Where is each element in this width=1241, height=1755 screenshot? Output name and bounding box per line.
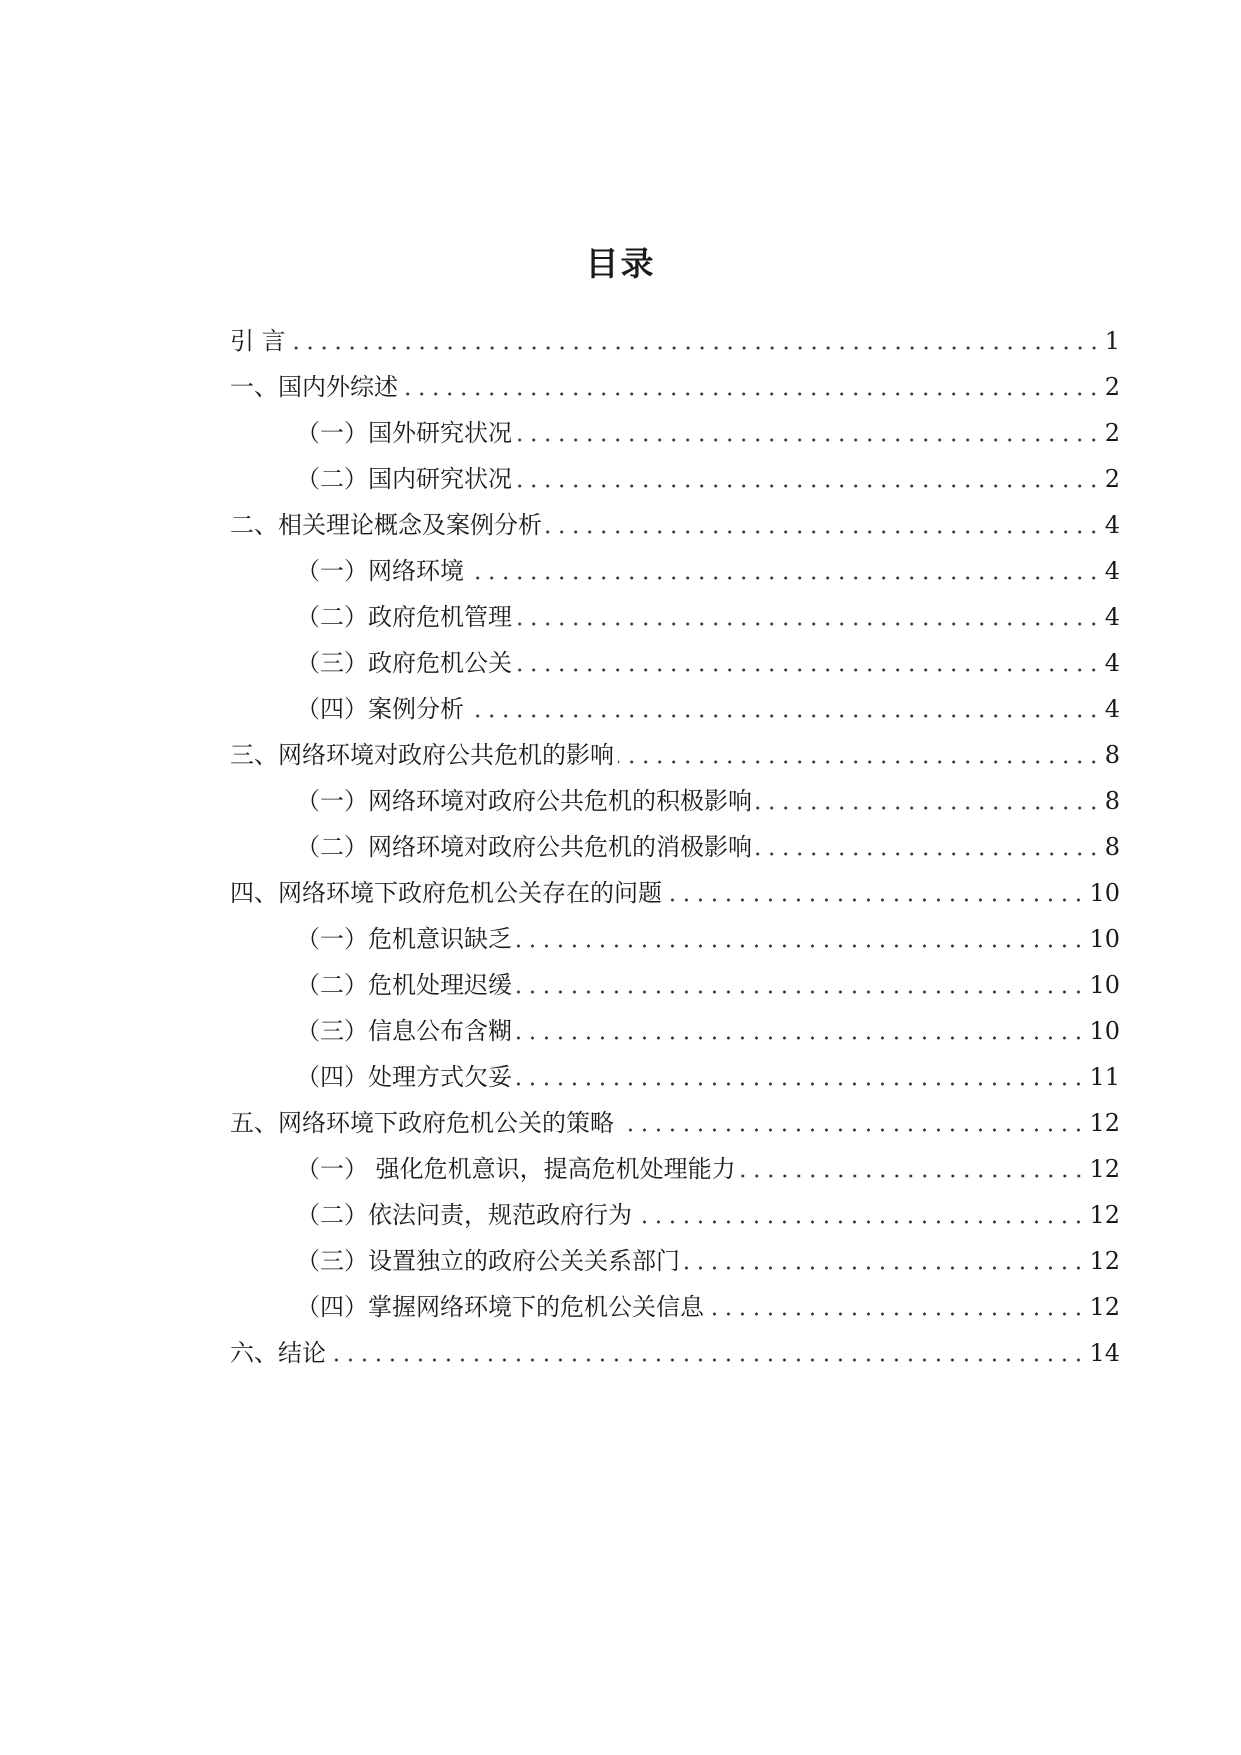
toc-entry-title: （二）国内研究状况	[296, 465, 512, 493]
toc-page-number: 4	[1104, 557, 1120, 585]
toc-dot-leader	[516, 668, 1101, 672]
toc-entry-title: （二）危机处理迟缓	[296, 971, 512, 999]
toc-subentry[interactable]	[230, 548, 1120, 594]
toc-entry-title: （一） 强化危机意识，提高危机处理能力	[296, 1155, 736, 1183]
toc-entry-title: （二）政府危机管理	[296, 603, 512, 631]
toc-subentry[interactable]	[230, 640, 1120, 686]
toc-page-number: 12	[1089, 1155, 1120, 1183]
toc-page-number: 11	[1089, 1063, 1120, 1091]
toc-subentry[interactable]	[230, 1008, 1120, 1054]
toc-page-number: 12	[1089, 1201, 1120, 1229]
toc-entry-title: （二）网络环境对政府公共危机的消极影响	[296, 833, 752, 861]
toc-subentry[interactable]	[230, 962, 1120, 1008]
toc-entry-title: （四）案例分析	[296, 695, 464, 723]
toc-subentry[interactable]	[230, 456, 1120, 502]
toc-subentry[interactable]	[230, 1054, 1120, 1100]
toc-entry-title: 四、网络环境下政府危机公关存在的问题	[230, 879, 662, 907]
toc-page-number: 4	[1104, 603, 1120, 631]
toc-subentry[interactable]	[230, 916, 1120, 962]
toc-page-number: 8	[1104, 833, 1120, 861]
toc-entry[interactable]	[230, 364, 1120, 410]
toc-entry[interactable]	[230, 870, 1120, 916]
toc-subentry[interactable]	[230, 1238, 1120, 1284]
toc-dot-leader	[290, 346, 1101, 350]
toc-dot-leader	[468, 714, 1101, 718]
toc-dot-leader	[516, 1036, 1085, 1040]
toc-entry-title: （一）危机意识缺乏	[296, 925, 512, 953]
toc-entry-title: 六、结论	[230, 1339, 326, 1367]
toc-dot-leader	[708, 1312, 1085, 1316]
toc-page-number: 14	[1089, 1339, 1120, 1367]
toc-subentry[interactable]	[230, 778, 1120, 824]
toc-subentry[interactable]	[230, 1192, 1120, 1238]
toc-entry-title: 二、相关理论概念及案例分析	[230, 511, 542, 539]
toc-dot-leader	[516, 622, 1101, 626]
toc-subentry[interactable]	[230, 594, 1120, 640]
toc-page-number: 2	[1104, 373, 1120, 401]
toc-dot-leader	[516, 1082, 1085, 1086]
toc-entry-title: 五、网络环境下政府危机公关的策略	[230, 1109, 614, 1137]
toc-entry[interactable]	[230, 1330, 1120, 1376]
toc-page-number: 10	[1089, 971, 1120, 999]
toc-entry-title: （一）网络环境对政府公共危机的积极影响	[296, 787, 752, 815]
toc-subentry[interactable]	[230, 410, 1120, 456]
toc-dot-leader	[740, 1174, 1086, 1178]
toc-page-number: 8	[1104, 741, 1120, 769]
toc-page-number: 2	[1104, 465, 1120, 493]
toc-entry-title: （三）信息公布含糊	[296, 1017, 512, 1045]
toc-dot-leader	[516, 484, 1101, 488]
toc-dot-leader	[756, 852, 1101, 856]
toc-page-number: 2	[1104, 419, 1120, 447]
toc-page-number: 4	[1104, 695, 1120, 723]
toc-entry-title: （三）设置独立的政府公关关系部门	[296, 1247, 680, 1275]
toc-dot-leader	[666, 898, 1085, 902]
toc-dot-leader	[618, 1128, 1085, 1132]
toc-subentry[interactable]	[230, 1146, 1120, 1192]
toc-dot-leader	[468, 576, 1101, 580]
toc-dot-leader	[636, 1220, 1085, 1224]
toc-entry-title: 引 言	[230, 327, 286, 355]
toc-page-number: 8	[1104, 787, 1120, 815]
toc-entry-title: （二）依法问责，规范政府行为	[296, 1201, 632, 1229]
toc-entry-title: （三）政府危机公关	[296, 649, 512, 677]
table-of-contents	[230, 318, 1120, 1376]
toc-entry-title: 三、网络环境对政府公共危机的影响	[230, 741, 614, 769]
toc-page-number: 10	[1089, 1017, 1120, 1045]
toc-dot-leader	[684, 1266, 1085, 1270]
toc-entry-title: 一、国内外综述	[230, 373, 398, 401]
toc-entry[interactable]	[230, 502, 1120, 548]
toc-dot-leader	[618, 760, 1101, 764]
toc-entry[interactable]	[230, 732, 1120, 778]
toc-page-number: 10	[1089, 925, 1120, 953]
page-title: 目录	[585, 244, 656, 284]
toc-page-number: 12	[1089, 1109, 1120, 1137]
toc-dot-leader	[330, 1358, 1085, 1362]
toc-dot-leader	[402, 392, 1101, 396]
toc-dot-leader	[516, 438, 1101, 442]
toc-page-number: 12	[1089, 1293, 1120, 1321]
toc-page-number: 10	[1089, 879, 1120, 907]
toc-dot-leader	[756, 806, 1101, 810]
toc-entry-title: （四）掌握网络环境下的危机公关信息	[296, 1293, 704, 1321]
toc-entry-title: （一）网络环境	[296, 557, 464, 585]
toc-page-number: 4	[1104, 511, 1120, 539]
toc-entry-title: （一）国外研究状况	[296, 419, 512, 447]
toc-dot-leader	[516, 990, 1085, 994]
toc-dot-leader	[546, 530, 1101, 534]
toc-subentry[interactable]	[230, 1284, 1120, 1330]
toc-page-number: 1	[1104, 327, 1120, 355]
toc-subentry[interactable]	[230, 686, 1120, 732]
toc-subentry[interactable]	[230, 824, 1120, 870]
toc-entry-title: （四）处理方式欠妥	[296, 1063, 512, 1091]
toc-dot-leader	[516, 944, 1085, 948]
toc-page-number: 12	[1089, 1247, 1120, 1275]
toc-entry[interactable]	[230, 318, 1120, 364]
toc-page-number: 4	[1104, 649, 1120, 677]
toc-entry[interactable]	[230, 1100, 1120, 1146]
